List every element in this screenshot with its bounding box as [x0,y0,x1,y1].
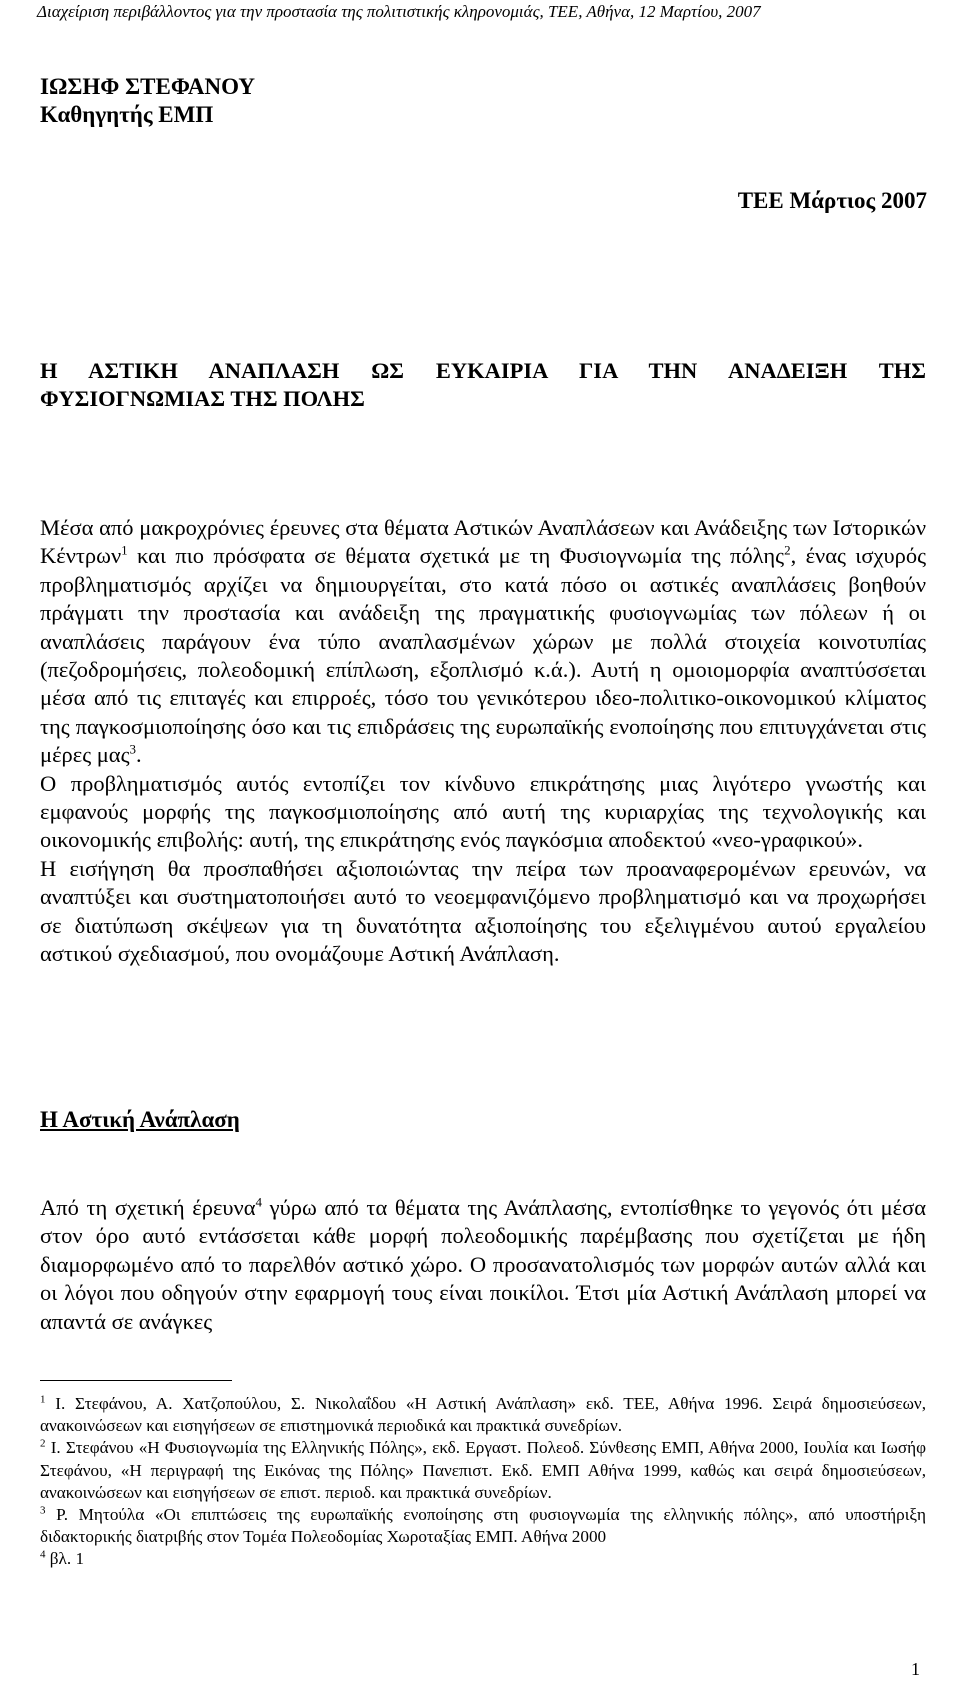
author-block [40,73,255,129]
main-title-line-2: ΦΥΣΙΟΓΝΩΜΙΑΣ ΤΗΣ ΠΟΛΗΣ [40,386,365,411]
footnote-ref-2: 2 [784,542,791,558]
footnote-text: Ι. Στεφάνου «Η Φυσιογνωμία της Ελληνικής Πόλης», εκδ. Εργαστ. Πολεοδ. Σύνθεσης ΕΜΠ, Αθήνα 2000, Ιουλία και Ιωσήφ Στεφάνου, «Η περιγραφή της Εικόνας της Πόλης» Πανεπιστ. Εκδ. ΕΜΠ Αθήνα 1999, καθώς και σειρά δημοσιεύσεων, ανακοινώσεων και εισηγήσεων σε επιστ. περιοδ. και πρακτικά συνεδρίων. [40,1438,926,1502]
page-number: 1 [911,1659,920,1679]
paragraph-1-text-a: Μέσα από μακροχρόνιες έρευνες στα θέματα Αστικών Αναπλάσεων και Ανάδειξης των Ιστορικών Κέντρων [40,515,926,569]
date-line: ΤΕΕ Μάρτιος 2007 [737,188,927,213]
running-header: Διαχείριση περιβάλλοντος για την προστασία της πολιτιστικής κληρονομιάς, ΤΕΕ, Αθήνα, 12 Μαρτίου, 2007 [37,2,761,21]
footnote-text: Ρ. Μητούλα «Οι επιπτώσεις της ευρωπαϊκής ενοποίησης στη φυσιογνωμία της ελληνικής πόλης», από υποστήριξη διδακτορικής διατριβής στον Τομέα Πολεοδομίας Χωροταξίας ΕΜΠ. Αθήνα 2000 [40,1505,926,1547]
author-title: Καθηγητής ΕΜΠ [40,102,214,127]
footnote-separator [40,1380,232,1381]
footnote-number: 2 [40,1437,46,1450]
footnote-text: Ι. Στεφάνου, Α. Χατζοπούλου, Σ. Νικολαΐδου «Η Αστική Ανάπλαση» εκδ. ΤΕΕ, Αθήνα 1996. Σειρά δημοσιεύσεων, ανακοινώσεων και εισηγήσεων σε επιστημονικά περιοδικά και πρακτικά συνεδρίων. [40,1394,926,1436]
footnote-text: βλ. 1 [45,1549,85,1569]
section-heading: Η Αστική Ανάπλαση [40,1107,240,1132]
footnote-2 [40,1437,926,1504]
paragraph-1-text-d: . [135,742,142,768]
footnote-number: 1 [40,1393,46,1406]
footnotes [40,1393,926,1571]
footnote-4 [40,1548,926,1570]
paragraph-4 [40,1194,926,1336]
paragraph-3: Η εισήγηση θα προσπαθήσει αξιοποιώντας την πείρα των προαναφερομένων ερευνών, να αναπτύξει και συστηματοποιήσει αυτό το νεοεμφανιζόμενο προβληματισμό και να προχωρήσει σε διατύπωση σκέψεων για τη δυνατότητα αξιοποίησης του εξελιγμένου αυτού εργαλείου αστικού σχεδιασμού, που ονομάζουμε Αστική Ανάπλαση. [40,855,926,967]
footnote-ref-1: 1 [121,542,128,558]
paragraph-1 [40,514,926,770]
footnote-1 [40,1393,926,1437]
main-title-line-1: Η ΑΣΤΙΚΗ ΑΝΑΠΛΑΣΗ ΩΣ ΕΥΚΑΙΡΙΑ ΓΙΑ ΤΗΝ ΑΝΑΔΕΙΞΗ ΤΗΣ [40,358,926,383]
paragraph-4-text-a: Από τη σχετική έρευνα [40,1195,256,1220]
paragraph-1-text-b: και πιο πρόσφατα σε θέματα σχετικά με τη Φυσιογνωμία της πόλης [127,543,785,569]
footnote-ref-4: 4 [255,1194,263,1210]
main-title [40,357,926,413]
paragraph-2: Ο προβληματισμός αυτός εντοπίζει τον κίνδυνο επικράτησης μιας λιγότερο γνωστής και εμφανούς μορφής της παγκοσμιοποίησης από αυτή της κυριαρχίας της τεχνολογικής και οικονομικής επιβολής: αυτή, της επικράτησης ενός παγκόσμια αποδεκτού «νεο-γραφικού». [40,770,926,853]
paragraph-1-text-c: , ένας ισχυρός προβληματισμός αρχίζει να δημιουργείται, στο κατά πόσο οι αστικές αναπλάσεις βοηθούν πράγματι την προστασία και ανάδειξη της πραγματικής φυσιογνωμίας των πόλεων ή οι αναπλάσεις παράγουν ένα τύπο αναπλασμένων χώρων με πολλά στοιχεία κοινοτυπίας (πεζοδρομήσεις, πολεοδομική επίπλωση, εξοπλισμό κ.ά.). Αυτή η ομοιομορφία αναπτύσσεται μέσα από τις επιταγές και επιρροές, τόσο του γενικότερου ιδεο-πολιτικο-οικονομικού κλίματος της παγκοσμιοποίησης όσο και τις επιδράσεις της ευρωπαϊκής ενοποίησης που επιτυγχάνεται στις μέρες μας [40,543,926,768]
footnote-number: 4 [40,1548,46,1561]
section-body [40,1194,926,1336]
footnote-ref-3: 3 [129,741,136,757]
author-name: ΙΩΣΗΦ ΣΤΕΦΑΝΟΥ [40,74,256,99]
footnote-number: 3 [40,1504,46,1517]
paragraph-4-text-b: γύρω από τα θέματα της Ανάπλασης, εντοπίσθηκε το γεγονός ότι μέσα στον όρο αυτό εντάσσεται κάθε μορφή πολεοδομικής παρέμβασης που σχετίζεται με ήδη διαμορφωμένο από το παρελθόν αστικό χώρο. Ο προσανατολισμός των μορφών αυτών αλλά και οι λόγοι που οδηγούν στην εφαρμογή τους είναι ποικίλοι. Έτσι μία Αστική Ανάπλαση μπορεί να απαντά σε ανάγκες [40,1195,927,1334]
footnote-3 [40,1504,926,1548]
intro-body [40,514,926,969]
